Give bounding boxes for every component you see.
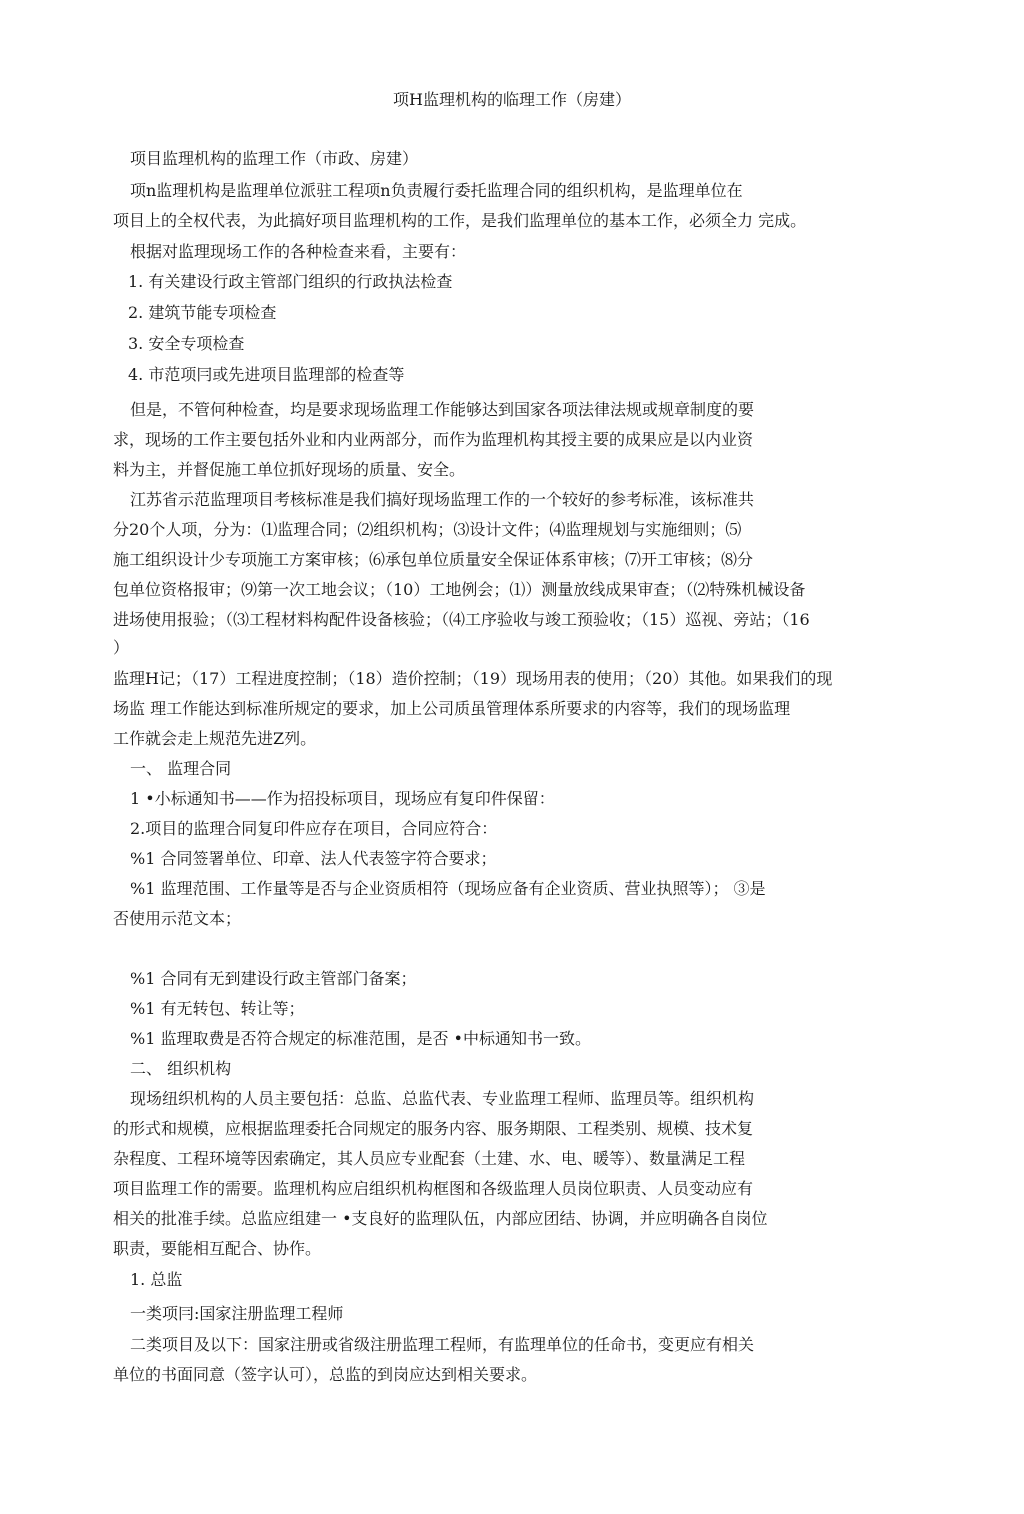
text-line: 项目监理机构的监理工作（市政、房建） [130,149,419,168]
text-line: 的形式和规模，应根据监理委托合同规定的服务内容、服务期限、工程类别、规模、技术复 [113,1119,754,1138]
text-line: 项目监理工作的需要。监理机构应启组织机构框图和各级监理人员岗位职责、人员变动应有 [113,1179,754,1198]
text-line: 职责，要能相互配合、协作。 [113,1239,322,1258]
text-line: 但是，不管何种检查，均是要求现场监理工作能够达到国家各项法律法规或规章制度的要 [130,400,755,419]
text-line: 杂程度、工程环境等因索确定，其人员应专业配套（土建、水、电、暖等）、数量满足工程 [113,1149,746,1168]
text-line: 监理H记；（17）工程进度控制；（18）造价控制；（19）现场用表的使用；（20）其他。如果我们的现 [113,669,833,688]
text-line: 1. 总监 [130,1270,183,1289]
text-line: 1 •小标通知书——作为招投标项目，现场应有复印件保留： [130,789,555,808]
text-line: 项目上的全权代表，为此搞好项目监理机构的工作，是我们监理单位的基本工作，必须全力 完成。 [113,211,807,230]
text-line: ） [113,638,130,657]
text-line: 二类项目及以下：国家注册或省级注册监理工程师，有监理单位的任命书，变更应有相关 [130,1335,755,1354]
text-line: 分20个人项，分为：⑴监理合同；⑵组织机构；⑶设计文件；⑷监理规划与实施细则；⑸ [113,520,742,539]
text-line: 单位的书面同意（签字认可），总监的到岗应达到相关要求。 [113,1365,538,1384]
text-line: %1 合同有无到建设行政主管部门备案； [130,969,417,988]
text-line: 相关的批准手续。总监应组建一 •支良好的监理队伍，内部应团结、协调，并应明确各自岗位 [113,1209,768,1228]
text-line: 2.项目的监理合同复印件应存在项目，合同应符合： [130,819,498,838]
text-line: 二、 组织机构 [130,1059,232,1078]
text-line: 3. 安全专项检查 [128,334,245,353]
text-line: 项n监理机构是监理单位派驻工程项n负责履行委托监理合同的组织机构，是监理单位在 [130,181,743,200]
document-title: 项H监理机构的临理工作（房建） [393,90,631,109]
text-line: 江苏省示范监理项目考核标准是我们搞好现场监理工作的一个较好的参考标准，该标准共 [130,490,755,509]
text-line: 2. 建筑节能专项检查 [128,303,277,322]
text-line: 现场纽织机构的人员主要包括：总监、总监代表、专业监理工程师、监理员等。组织机构 [130,1089,755,1108]
text-line: 1. 有关建设行政主管部门组织的行政执法检查 [128,272,453,291]
text-line: 一、 监理合同 [130,759,232,778]
text-line: 4. 市范项冃或先进项目监理部的检查等 [128,365,405,384]
text-line: 工作就会走上规范先进Z列。 [113,729,317,748]
text-line: 场监 理工作能达到标准所规定的要求，加上公司质虽管理体系所要求的内容等，我们的现场监理 [113,699,791,718]
text-line: %1 监理取费是否符合规定的标准范围，是否 •中标通知书一致。 [130,1029,591,1048]
text-line: %1 监理范围、工作量等是否与企业资质相符（现场应备有企业资质、营业执照等）； ③是 [130,879,766,898]
text-line: %1 合同签署单位、印章、法人代表签字符合要求； [130,849,497,868]
text-line: 施工组织设计少专项施工方案审核；⑹承包单位质量安全保证体系审核；⑺开工审核；⑻分 [113,550,754,569]
text-line: %1 有无转包、转让等； [130,999,305,1018]
text-line: 进场使用报验；（⑶工程材料构配件设备核验；（⑷工序验收与竣工预验收；（15）巡视、旁站；（16 [113,610,810,629]
text-line: 一类项冃:国家注册监理工程师 [130,1304,344,1323]
text-line: 包单位资格报审；⑼第一次工地会议；（10）工地例会；⑴）测量放线成果审查；（⑵特殊机械设备 [113,580,806,599]
text-line: 求，现场的工作主要包括外业和内业两部分，而作为监理机构其授主要的成果应是以内业资 [113,430,754,449]
text-line: 料为主，并督促施工单位抓好现场的质量、安全。 [113,460,466,479]
text-line: 否使用示范文本； [113,909,242,928]
text-line: 根据对监理现场工作的各种检查来看，主要有： [130,242,467,261]
